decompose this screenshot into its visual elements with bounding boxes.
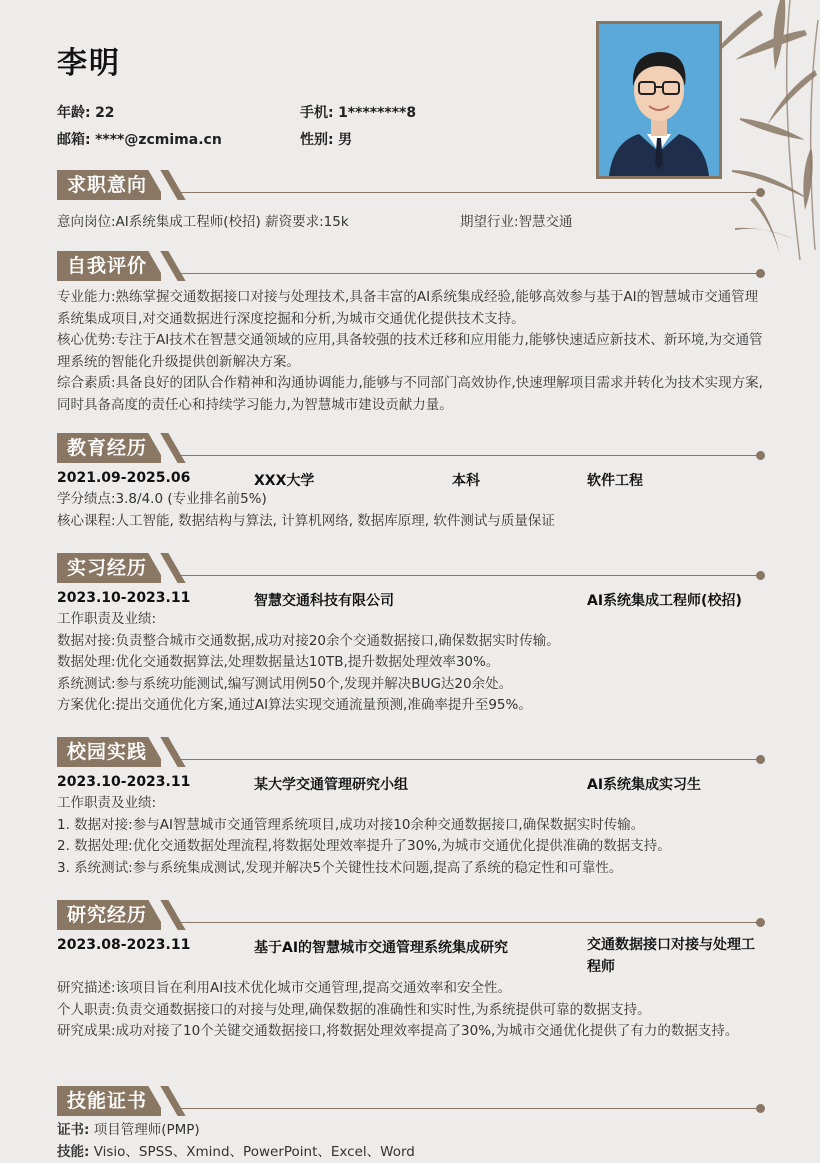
internship-line: 方案优化:提出交通优化方案,通过AI算法实现交通流量预测,准确率提升至95%。 xyxy=(57,695,765,717)
section-divider xyxy=(181,575,761,576)
research-line: 研究描述:该项目旨在利用AI技术优化城市交通管理,提高交通效率和安全性。 xyxy=(57,978,765,1000)
intention-industry: 期望行业:智慧交通 xyxy=(460,212,573,234)
campus-line: 3. 系统测试:参与系统集成测试,发现并解决5个关键性技术问题,提高了系统的稳定性和可靠性。 xyxy=(57,858,765,880)
campus-line: 2. 数据处理:优化交通数据处理流程,将数据处理效率提升了30%,为城市交通优化提供准确的数据支持。 xyxy=(57,836,765,858)
section-dot xyxy=(756,188,765,197)
section-divider xyxy=(181,759,761,760)
campus-line: 工作职责及业绩: xyxy=(57,793,765,815)
internship-line: 数据对接:负责整合城市交通数据,成功对接20余个交通数据接口,确保数据实时传输。 xyxy=(57,631,765,653)
research-row xyxy=(57,934,765,978)
section-title: 实习经历 xyxy=(57,553,161,583)
internship-line: 系统测试:参与系统功能测试,编写测试用例50个,发现并解决BUG达20余处。 xyxy=(57,674,765,696)
section-divider xyxy=(181,192,761,193)
education-row xyxy=(57,467,765,489)
self-eval-line: 综合素质:具备良好的团队合作精神和沟通协调能力,能够与不同部门高效协作,快速理解项目需求并转化为技术实现方案,同时具备高度的责任心和持续学习能力,为智慧城市建设贡献力量。 xyxy=(57,373,765,416)
section-title: 技能证书 xyxy=(57,1086,161,1116)
section-header xyxy=(57,737,765,767)
campus-role: AI系统集成实习生 xyxy=(587,774,701,794)
phone-info xyxy=(300,102,416,122)
education-degree: 本科 xyxy=(452,470,480,490)
internship-line: 工作职责及业绩: xyxy=(57,609,765,631)
phone-value: 1********8 xyxy=(338,105,416,121)
campus-row xyxy=(57,771,765,793)
section-header xyxy=(57,553,765,583)
section-divider xyxy=(181,922,761,923)
section-header xyxy=(57,170,765,200)
section-divider xyxy=(181,1108,761,1109)
section-header xyxy=(57,900,765,930)
section-divider xyxy=(181,273,761,274)
section-campus xyxy=(57,737,765,879)
internship-role: AI系统集成工程师(校招) xyxy=(587,590,742,610)
profile-photo xyxy=(596,21,722,179)
section-title: 自我评价 xyxy=(57,251,161,281)
cert-label: 证书: xyxy=(57,1122,89,1138)
research-role: 交通数据接口对接与处理工程师 xyxy=(587,934,765,978)
section-dot xyxy=(756,1104,765,1113)
education-school: XXX大学 xyxy=(254,470,314,490)
section-skills xyxy=(57,1086,765,1163)
skill-value: Visio、SPSS、Xmind、PowerPoint、Excel、Word xyxy=(94,1144,415,1160)
gender-info xyxy=(300,129,352,149)
education-line: 学分绩点:3.8/4.0 (专业排名前5%) xyxy=(57,489,765,511)
cert-value: 项目管理师(PMP) xyxy=(94,1122,200,1138)
email-value: ****@zcmima.cn xyxy=(95,132,222,148)
section-dot xyxy=(756,918,765,927)
campus-date: 2023.10-2023.11 xyxy=(57,774,190,790)
section-education xyxy=(57,433,765,532)
section-internship xyxy=(57,553,765,717)
cert-line xyxy=(57,1120,765,1142)
research-line: 研究成果:成功对接了10个关键交通数据接口,将数据处理效率提高了30%,为城市交通优化提供了有力的数据支持。 xyxy=(57,1021,765,1043)
section-self-eval xyxy=(57,251,765,416)
research-project: 基于AI的智慧城市交通管理系统集成研究 xyxy=(254,937,508,957)
internship-date: 2023.10-2023.11 xyxy=(57,590,190,606)
campus-org: 某大学交通管理研究小组 xyxy=(254,774,408,794)
gender-label: 性别: xyxy=(300,132,334,148)
email-label: 邮箱: xyxy=(57,132,91,148)
email-info xyxy=(57,129,222,149)
age-label: 年龄: xyxy=(57,105,91,121)
education-line: 核心课程:人工智能, 数据结构与算法, 计算机网络, 数据库原理, 软件测试与质量保证 xyxy=(57,511,765,533)
internship-row xyxy=(57,587,765,609)
section-header xyxy=(57,433,765,463)
section-header xyxy=(57,1086,765,1116)
age-value: 22 xyxy=(95,105,114,121)
section-dot xyxy=(756,571,765,580)
research-line: 个人职责:负责交通数据接口的对接与处理,确保数据的准确性和实时性,为系统提供可靠的数据支持。 xyxy=(57,1000,765,1022)
section-header xyxy=(57,251,765,281)
section-research xyxy=(57,900,765,1043)
phone-label: 手机: xyxy=(300,105,334,121)
section-divider xyxy=(181,455,761,456)
section-dot xyxy=(756,755,765,764)
self-eval-line: 核心优势:专注于AI技术在智慧交通领域的应用,具备较强的技术迁移和应用能力,能够快速适应新技术、新环境,为交通管理系统的智能化升级提供创新解决方案。 xyxy=(57,330,765,373)
campus-line: 1. 数据对接:参与AI智慧城市交通管理系统项目,成功对接10余种交通数据接口,确保数据实时传输。 xyxy=(57,815,765,837)
section-intention xyxy=(57,170,765,236)
research-date: 2023.08-2023.11 xyxy=(57,937,190,953)
section-title: 求职意向 xyxy=(57,170,161,200)
section-dot xyxy=(756,269,765,278)
section-title: 校园实践 xyxy=(57,737,161,767)
education-major: 软件工程 xyxy=(587,470,643,490)
section-dot xyxy=(756,451,765,460)
candidate-name: 李明 xyxy=(57,38,121,82)
self-eval-line: 专业能力:熟练掌握交通数据接口对接与处理技术,具备丰富的AI系统集成经验,能够高效参与基于AI的智慧城市交通管理系统集成项目,对交通数据进行深度挖掘和分析,为城市交通优化提供技术支持。 xyxy=(57,287,765,330)
intention-position: 意向岗位:AI系统集成工程师(校招) 薪资要求:15k xyxy=(57,212,349,234)
internship-line: 数据处理:优化交通数据算法,处理数据量达10TB,提升数据处理效率30%。 xyxy=(57,652,765,674)
section-title: 教育经历 xyxy=(57,433,161,463)
gender-value: 男 xyxy=(338,132,352,148)
education-date: 2021.09-2025.06 xyxy=(57,470,190,486)
skill-label: 技能: xyxy=(57,1144,89,1160)
internship-company: 智慧交通科技有限公司 xyxy=(254,590,394,610)
section-title: 研究经历 xyxy=(57,900,161,930)
age-info xyxy=(57,102,115,122)
